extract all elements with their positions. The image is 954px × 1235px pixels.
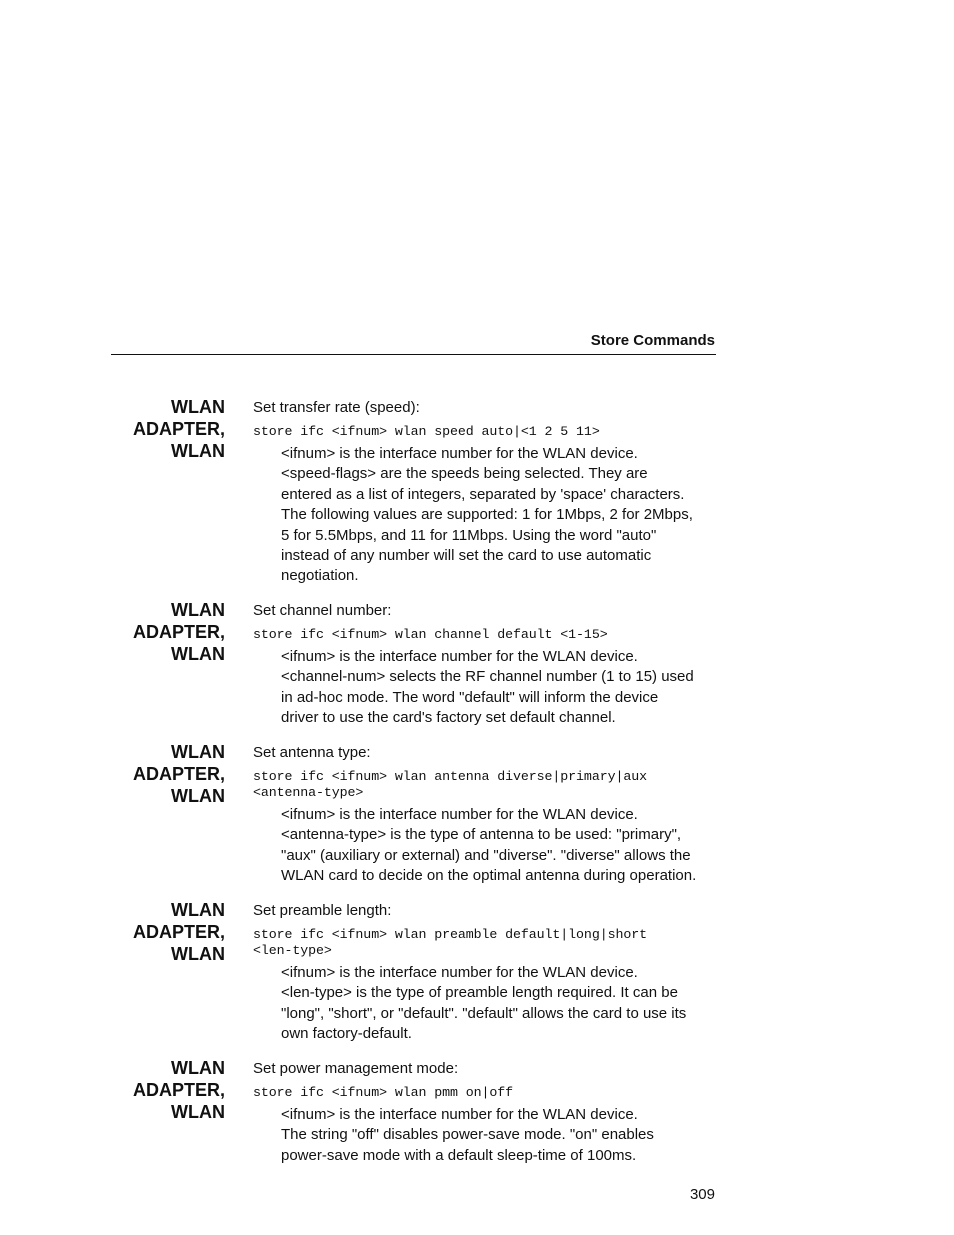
command-syntax: store ifc <ifnum> wlan channel default <1-15>	[253, 627, 608, 642]
section-intro: Set preamble length:	[253, 902, 392, 919]
section-body	[253, 741, 723, 887]
page-number: 309	[689, 1186, 715, 1203]
section-label: WLAN ADAPTER, WLAN	[132, 600, 225, 664]
command-syntax: store ifc <ifnum> wlan speed auto|<1 2 5 11>	[253, 424, 600, 439]
section-description: <ifnum> is the interface number for the WLAN device. <antenna-type> is the type of antenna to be used: "primary", "aux" (auxiliary or external) and "diverse". "diverse" allows the WLAN card to decide on the optimal antenna during operation.	[281, 806, 697, 885]
header-divider	[111, 354, 716, 355]
section-intro: Set antenna type:	[253, 744, 371, 761]
section-label: WLAN ADAPTER, WLAN	[132, 900, 225, 964]
command-syntax: store ifc <ifnum> wlan pmm on|off	[253, 1085, 514, 1100]
section-body	[253, 396, 723, 587]
section-intro: Set transfer rate (speed):	[253, 399, 420, 416]
section-description: <ifnum> is the interface number for the WLAN device. <speed-flags> are the speeds being selected. They are entered as a list of integers, separated by 'space' characters. The following values are supported: 1 for 1Mbps, 2 for 2Mbps, 5 for 5.5Mbps, and 11 for 11Mbps. Using the word "auto" instead of any number will set the card to use automatic negotiation.	[281, 445, 693, 585]
section-description: <ifnum> is the interface number for the WLAN device. The string "off" disables power-save mode. "on" enables power-save mode with a default sleep-time of 100ms.	[281, 1106, 654, 1164]
section-body	[253, 1057, 723, 1166]
section-body	[253, 899, 723, 1045]
section-intro: Set channel number:	[253, 602, 392, 619]
section-label: WLAN ADAPTER, WLAN	[132, 742, 225, 806]
section-label: WLAN ADAPTER, WLAN	[132, 1058, 225, 1122]
running-header-title: Store Commands	[590, 332, 715, 349]
section-description: <ifnum> is the interface number for the WLAN device. <channel-num> selects the RF channel number (1 to 15) used in ad-hoc mode. The word "default" will inform the device driver to use the card's factory set default channel.	[281, 648, 694, 727]
section-label: WLAN ADAPTER, WLAN	[132, 397, 225, 461]
section-body	[253, 599, 723, 729]
command-syntax: store ifc <ifnum> wlan antenna diverse|primary|aux <antenna-type>	[253, 769, 647, 800]
command-syntax: store ifc <ifnum> wlan preamble default|long|short <len-type>	[253, 927, 647, 958]
section-intro: Set power management mode:	[253, 1060, 459, 1077]
section-description: <ifnum> is the interface number for the WLAN device. <len-type> is the type of preamble length required. It can be "long", "short", or "default". "default" allows the card to use its own factory-default.	[281, 964, 687, 1043]
